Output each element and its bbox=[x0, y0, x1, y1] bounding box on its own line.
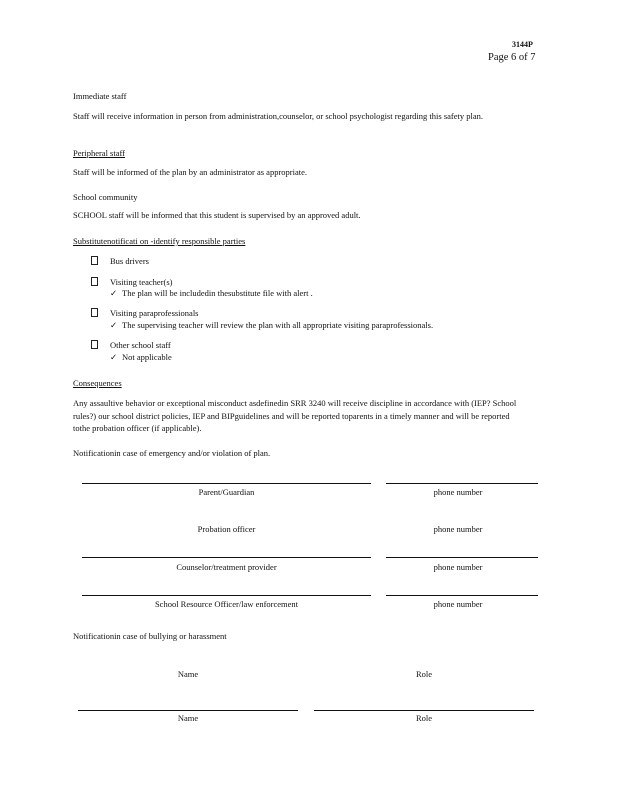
phone-label: phone number bbox=[433, 524, 483, 534]
signature-line[interactable] bbox=[78, 710, 298, 711]
consequences-heading: Consequences bbox=[73, 378, 122, 388]
list-subitem: ✓ Not applicable bbox=[110, 352, 172, 362]
signature-line[interactable] bbox=[386, 557, 538, 558]
list-subitem: ✓ The plan will be includedin thesubstitute file with alert . bbox=[110, 288, 313, 298]
phone-label: phone number bbox=[433, 487, 483, 497]
phone-label: phone number bbox=[433, 599, 483, 609]
phone-label: phone number bbox=[433, 562, 483, 572]
peripheral-staff-text: Staff will be informed of the plan by an administrator as appropriate. bbox=[73, 167, 307, 177]
list-item: Bus drivers bbox=[91, 256, 149, 267]
immediate-staff-heading: Immediate staff bbox=[73, 91, 127, 101]
consequences-text: Any assaultive behavior or exceptional misconduct asdefinedin SRR 3240 will receive discipline in accordance with (IEP? School rules?) our school district policies, IEP and BIPguidelines and will be reported toparents in a timely manner and will be reported tothe probation officer (if applicable). bbox=[73, 398, 517, 433]
contact-label: Probation officer bbox=[197, 524, 256, 534]
checkbox-icon bbox=[91, 256, 98, 265]
list-item: Visiting paraprofessionals bbox=[91, 308, 199, 319]
role-label: Role bbox=[415, 713, 433, 723]
bullying-notification-label: Notificationin case of bullying or harassment bbox=[73, 631, 227, 641]
name-label: Name bbox=[177, 713, 199, 723]
checkbox-icon bbox=[91, 340, 98, 349]
immediate-staff-text: Staff will receive information in person from administration,counselor, or school psychologist regarding this safety plan. bbox=[73, 111, 484, 121]
school-community-heading: School community bbox=[73, 192, 138, 202]
signature-line[interactable] bbox=[386, 595, 538, 596]
signature-line[interactable] bbox=[314, 710, 534, 711]
peripheral-staff-heading: Peripheral staff bbox=[73, 148, 126, 158]
checkmark-icon: ✓ bbox=[110, 320, 118, 330]
list-item: Other school staff bbox=[91, 340, 171, 351]
role-label: Role bbox=[415, 669, 433, 679]
checkbox-icon bbox=[91, 277, 98, 286]
signature-line[interactable] bbox=[82, 595, 371, 596]
checkmark-icon: ✓ bbox=[110, 352, 118, 362]
page-number: Page 6 of 7 bbox=[488, 52, 536, 63]
substitute-notification-heading: Substitutenotificati on -identify responsible parties bbox=[73, 236, 246, 246]
emergency-notification-label: Notificationin case of emergency and/or violation of plan. bbox=[73, 448, 271, 458]
name-label: Name bbox=[177, 669, 199, 679]
signature-line[interactable] bbox=[82, 483, 371, 484]
contact-label: Parent/Guardian bbox=[198, 487, 255, 497]
list-subitem: ✓ The supervising teacher will review the plan with all appropriate visiting paraprofessionals. bbox=[110, 320, 434, 330]
signature-line[interactable] bbox=[82, 557, 371, 558]
school-community-text: SCHOOL staff will be informed that this student is supervised by an approved adult. bbox=[73, 210, 361, 220]
contact-label: School Resource Officer/law enforcement bbox=[154, 599, 299, 609]
signature-line[interactable] bbox=[386, 483, 538, 484]
checkmark-icon: ✓ bbox=[110, 288, 118, 298]
form-code: 3144P bbox=[512, 40, 533, 49]
contact-label: Counselor/treatment provider bbox=[176, 562, 277, 572]
list-item: Visiting teacher(s) bbox=[91, 277, 173, 288]
checkbox-icon bbox=[91, 308, 98, 317]
